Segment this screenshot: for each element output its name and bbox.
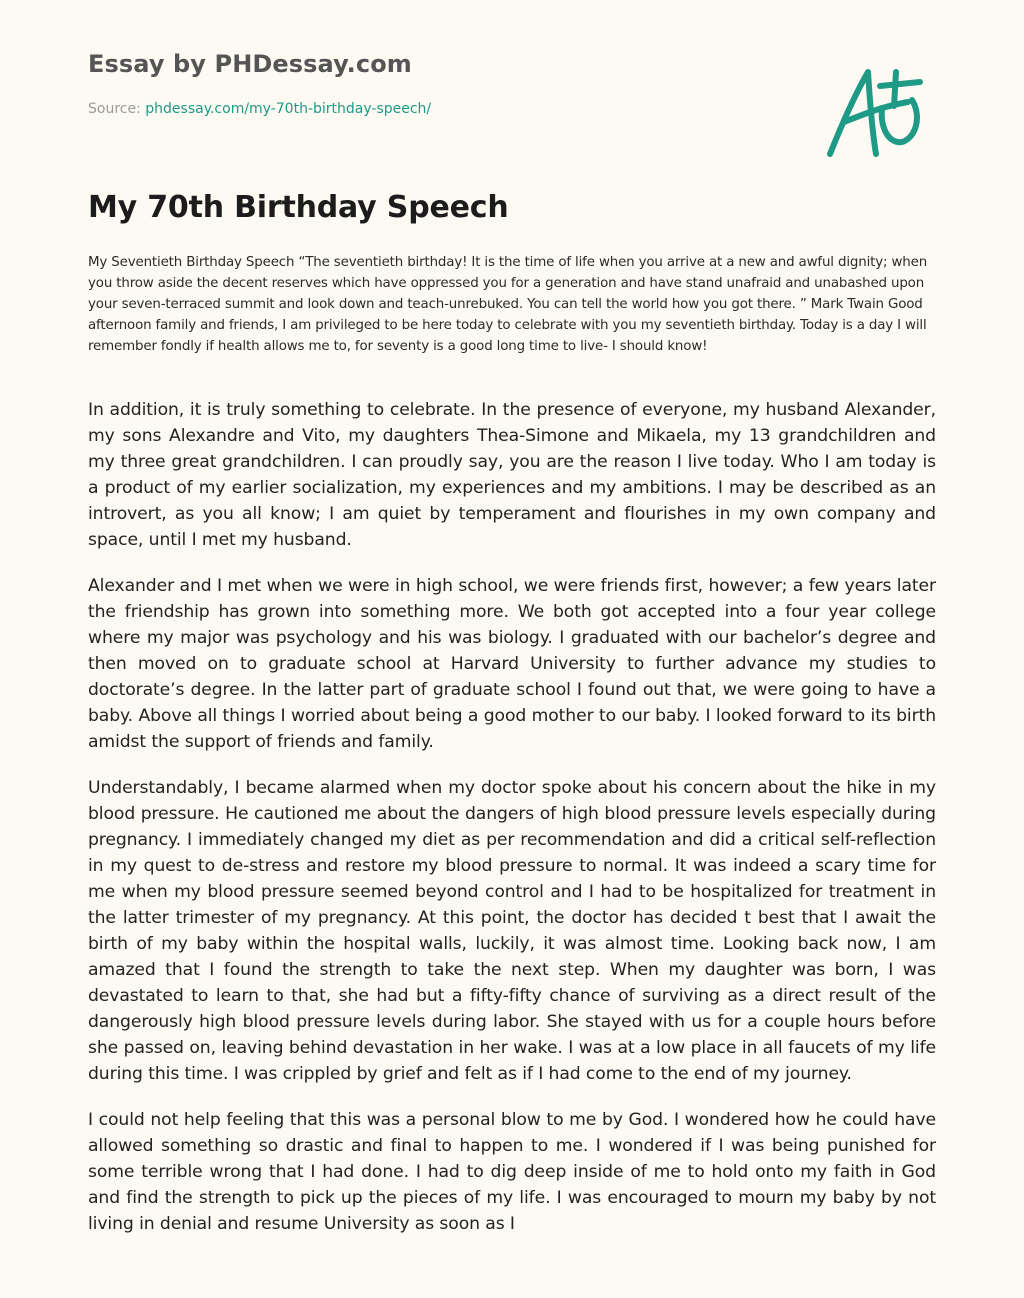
site-brand: Essay by PHDessay.com	[88, 50, 412, 78]
body-paragraph: In addition, it is truly something to celebrate. In the presence of everyone, my husband Alexander, my sons Alexandre and Vito, my daughters Thea-Simone and Mikaela, my 13 grandchildren and my three great grandchildren. I can proudly say, you are the reason I live today. Who I am today is a product of my earlier socialization, my experiences and my ambitions. I may be described as an introvert, as you all know; I am quiet by temperament and flourishes in my own company and space, until I met my husband.	[88, 400, 936, 550]
source-label: Source:	[88, 101, 146, 117]
source-line	[88, 101, 431, 117]
source-link[interactable]: phdessay.com/my-70th-birthday-speech/	[145, 101, 432, 117]
a-plus-grade-icon	[824, 64, 926, 160]
body-paragraph: Understandably, I became alarmed when my doctor spoke about his concern about the hike in my blood pressure. He cautioned me about the dangers of high blood pressure levels especially during pregnancy. I immediately changed my diet as per recommendation and did a critical self-reflection in my quest to de-stress and restore my blood pressure to normal. It was indeed a scary time for me when my blood pressure seemed beyond control and I had to be hospitalized for treatment in the latter trimester of my pregnancy. At this point, the doctor has decided t best that I await the birth of my baby within the hospital walls, luckily, it was almost time. Looking back now, I am amazed that I found the strength to take the next step. When my daughter was born, I was devastated to learn to that, she had but a fifty-fifty chance of surviving as a direct result of the dangerously high blood pressure levels during labor. She stayed with us for a couple hours before she passed on, leaving behind devastation in her wake. I was at a low place in all faucets of my life during this time. I was crippled by grief and felt as if I had come to the end of my journey.	[88, 778, 936, 1084]
document-title: My 70th Birthday Speech	[88, 190, 509, 225]
body-paragraph: Alexander and I met when we were in high school, we were friends first, however; a few years later the friendship has grown into something more. We both got accepted into a four year college where my major was psychology and his was biology. I graduated with our bachelor’s degree and then moved on to graduate school at Harvard University to further advance my studies to doctorate’s degree. In the latter part of graduate school I found out that, we were going to have a baby. Above all things I worried about being a good mother to our baby. I looked forward to its birth amidst the support of friends and family.	[88, 576, 936, 752]
essay-page	[88, 0, 936, 1298]
intro-paragraph: My Seventieth Birthday Speech “The seventieth birthday! It is the time of life when you arrive at a new and awful dignity; when you throw aside the decent reserves which have oppressed you for a generation and have stand unafraid and unabashed upon your seven-terraced summit and look down and teach-unrebuked. You can tell the world how you got there. ” Mark Twain Good afternoon family and friends, I am privileged to be here today to celebrate with you my seventieth birthday. Today is a day I will remember fondly if health allows me to, for seventy is a good long time to live- I should know!	[88, 255, 928, 354]
essay-body	[88, 397, 936, 1257]
body-paragraph: I could not help feeling that this was a personal blow to me by God. I wondered how he could have allowed something so drastic and final to happen to me. I wondered if I was being punished for some terrible wrong that I had done. I had to dig deep inside of me to hold onto my faith in God and find the strength to pick up the pieces of my life. I was encouraged to mourn my baby by not living in denial and resume University as soon as I	[88, 1110, 936, 1234]
